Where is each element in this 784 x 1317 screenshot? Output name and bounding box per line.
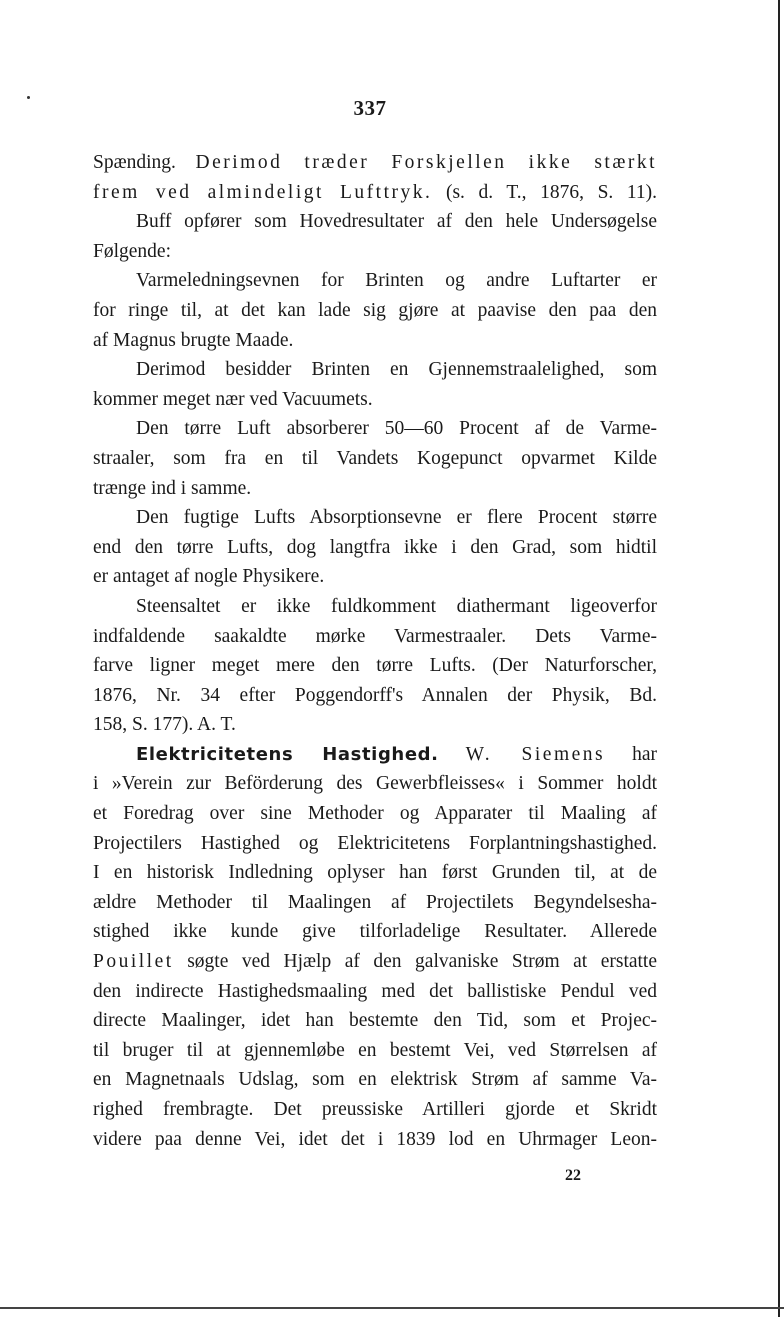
body-text xyxy=(93,148,657,1154)
text-line: af Magnus brugte Maade. xyxy=(93,329,294,351)
text-line: indfaldende saakaldte mørke Varmestraaler. Dets Varme- xyxy=(93,625,657,647)
text-line: Steensaltet er ikke fuldkomment diathermant ligeoverfor xyxy=(136,595,657,617)
text-line: righed frembragte. Det preussiske Artilleri gjorde et Skridt xyxy=(93,1099,657,1120)
text-line: stighed ikke kunde give tilforladelige Resultater. Allerede xyxy=(93,921,657,943)
text-line: Buff opfører som Hovedresultater af den hele Undersøgelse xyxy=(136,211,657,233)
text-line: 158, S. 177). A. T. xyxy=(93,714,236,736)
text-line: end den tørre Lufts, dog langtfra ikke i den Grad, som hidtil xyxy=(93,536,657,558)
text-line: en Magnetnaals Udslag, som en elektrisk Strøm af samme Va- xyxy=(93,1069,657,1091)
page-number: 337 xyxy=(353,96,387,120)
text-line: ældre Methoder til Maalingen af Projectilets Begyndelsesha- xyxy=(93,891,657,913)
text-line: Den fugtige Lufts Absorptionsevne er flere Procent større xyxy=(136,507,657,529)
text-line: farve ligner meget mere den tørre Lufts. (Der Naturforscher, xyxy=(93,655,657,677)
text-line: Den tørre Luft absorberer 50—60 Procent af de Varme- xyxy=(136,418,657,440)
text-line: for ringe til, at det kan lade sig gjøre at paavise den paa den xyxy=(93,299,657,321)
text-line: i »Verein zur Beförderung des Gewerbfleisses« i Sommer holdt xyxy=(93,773,657,795)
text-fragment: søgte ved Hjælp af den galvaniske Strøm at erstatte xyxy=(187,951,658,973)
author-name: Pouillet xyxy=(93,951,174,973)
text-line: den indirecte Hastighedsmaaling med det ballistiske Pendul ved xyxy=(93,980,657,1002)
text-line: Følgende: xyxy=(93,240,171,262)
text-fragment: har xyxy=(632,743,658,765)
text-line: 1876, Nr. 34 efter Poggendorff's Annalen der Physik, Bd. xyxy=(93,684,657,706)
page-edge-rule xyxy=(778,0,780,1317)
text-line: et Foredrag over sine Methoder og Apparater til Maaling af xyxy=(93,803,657,825)
section-heading: Elektricitetens Hastighed. xyxy=(136,743,439,765)
text-line: Varmeledningsevnen for Brinten og andre Luftarter er xyxy=(136,270,657,292)
text-line: straaler, som fra en til Vandets Kogepunct opvarmet Kilde xyxy=(93,447,657,469)
spaced-text: frem ved almindeligt Lufttryk. xyxy=(93,181,433,203)
text-line: trænge ind i samme. xyxy=(93,477,252,499)
text-line: til bruger til at gjennemløbe en bestemt Vei, ved Størrelsen af xyxy=(93,1039,657,1061)
text-line xyxy=(93,148,657,178)
text-line xyxy=(93,740,657,770)
page-bottom-rule xyxy=(0,1307,784,1309)
text-fragment: Spænding. xyxy=(93,152,176,173)
text-line xyxy=(93,178,657,208)
text-line: kommer meget nær ved Vacuumets. xyxy=(93,388,373,410)
signature-mark: 22 xyxy=(565,1167,581,1184)
citation: (s. d. T., 1876, S. 11). xyxy=(445,181,658,203)
spaced-text: Derimod træder Forskjellen ikke stærkt xyxy=(195,152,657,173)
text-line: Projectilers Hastighed og Elektricitetens Forplantningshastighed. xyxy=(93,832,657,854)
text-line: er antaget af nogle Physikere. xyxy=(93,566,325,588)
text-line xyxy=(93,947,657,977)
text-line: I en historisk Indledning oplyser han først Grunden til, at de xyxy=(93,862,657,884)
text-line: videre paa denne Vei, idet det i 1839 lod en Uhrmager Leon- xyxy=(93,1128,657,1150)
text-line: Derimod besidder Brinten en Gjennemstraalelighed, som xyxy=(136,359,657,381)
author-name: W. Siemens xyxy=(465,743,606,765)
text-line: directe Maalinger, idet han bestemte den Tid, som et Projec- xyxy=(93,1010,657,1032)
